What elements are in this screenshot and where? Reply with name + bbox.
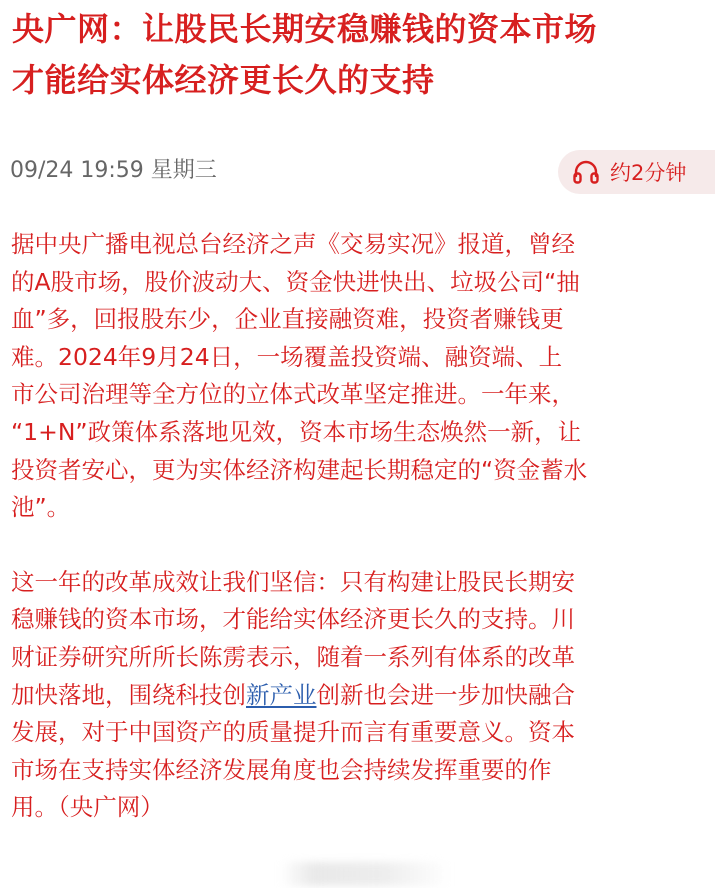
text-line: 的A股市场，股价波动大、资金快进快出、垃圾公司“抽 — [11, 267, 580, 296]
blurred-watermark — [280, 862, 450, 886]
publish-datetime: 09/24 19:59 星期三 — [10, 158, 217, 183]
text-line-with-link — [11, 677, 709, 715]
text-line: 稳赚钱的资本市场，才能给实体经济更长久的支持。川 — [11, 605, 575, 634]
text-before-link: 加快落地，围绕科技创 — [11, 680, 246, 709]
text-after-link: 创新也会进一步加快融合 — [316, 680, 575, 709]
text-line: 据中央广播电视总台经济之声《交易实况》报道，曾经 — [11, 230, 575, 258]
text-line: 财证券研究所所长陈雳表示，随着一系列有体系的改革 — [11, 642, 575, 671]
text-line: 投资者安心，更为实体经济构建起长期稳定的“资金蓄水 — [11, 455, 588, 484]
title-line-2: 才能给实体经济更长久的支持 — [12, 61, 435, 99]
text-line: 市场在支持实体经济发展角度也会持续发挥重要的作 — [11, 755, 552, 784]
text-line: “1+N”政策体系落地见效，资本市场生态焕然一新，让 — [11, 417, 582, 446]
headphone-icon — [572, 159, 600, 185]
article-title — [12, 4, 712, 106]
text-line: 难。2024年9月24日，一场覆盖投资端、融资端、上 — [11, 342, 563, 371]
text-line: 市公司治理等全方位的立体式改革坚定推进。一年来， — [11, 380, 575, 409]
article-meta — [10, 150, 710, 194]
text-line: 发展，对于中国资产的质量提升而言有重要意义。资本 — [11, 718, 575, 747]
text-line: 血”多，回报股东少，企业直接融资难，投资者赚钱更 — [11, 305, 564, 334]
paragraph-1 — [11, 226, 709, 527]
listen-duration: 约2分钟 — [610, 161, 687, 185]
title-line-1: 央广网：让股民长期安稳赚钱的资本市场 — [12, 10, 598, 48]
text-line: 这一年的改革成效让我们坚信：只有构建让股民长期安 — [11, 567, 575, 596]
article-body — [11, 226, 709, 827]
text-line: 用。（央广网） — [11, 793, 164, 822]
new-industry-link[interactable]: 新产业 — [246, 680, 317, 709]
text-line: 池”。 — [11, 493, 71, 522]
paragraph-2 — [11, 564, 709, 827]
listen-button[interactable] — [558, 150, 715, 194]
